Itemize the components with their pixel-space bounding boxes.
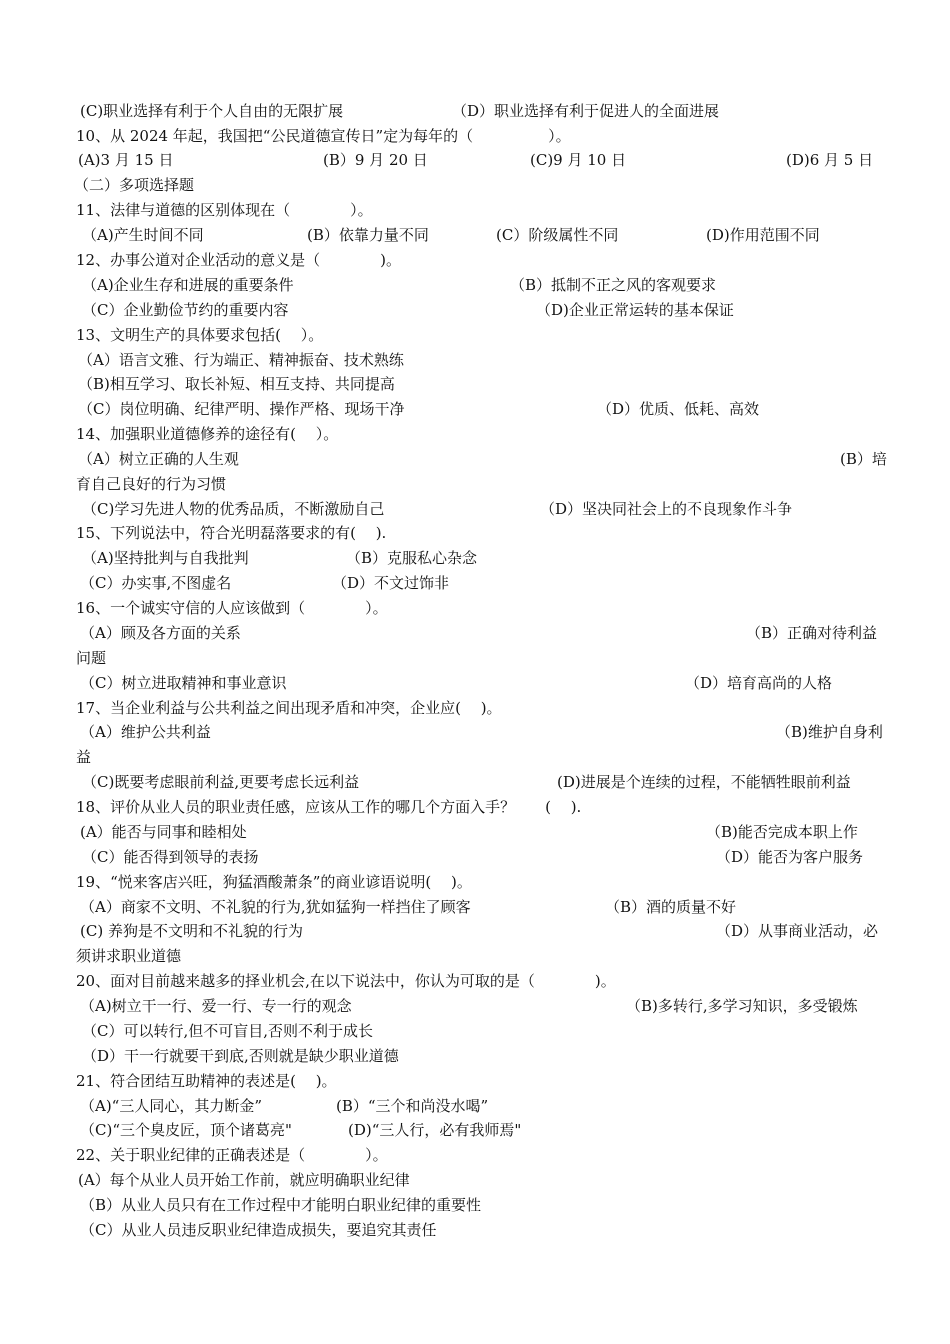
option-c: （C）岗位明确、纪律严明、操作严格、现场干净: [78, 400, 405, 418]
question-text: 19、“悦来客店兴旺，狗猛酒酸萧条”的商业谚语说明( )。: [76, 873, 472, 891]
question-line: [0, 124, 950, 149]
options-line: [0, 1019, 950, 1044]
text-line: [0, 99, 950, 124]
question-line: [0, 198, 950, 223]
options-line: [0, 820, 950, 845]
option-d: (D)作用范围不同: [706, 226, 820, 244]
option-c: （C）可以转行,但不可盲目,否则不利于成长: [82, 1022, 374, 1040]
question-text: 14、加强职业道德修养的途径有( ）。: [76, 425, 339, 443]
question-text: 17、当企业利益与公共利益之间出现矛盾和冲突，企业应( )。: [76, 699, 502, 717]
options-line: [0, 348, 950, 373]
options-line: [0, 720, 950, 745]
options-line: [0, 546, 950, 571]
option-b: （B）抵制不正之风的客观要求: [510, 276, 717, 294]
option-d: （D）不文过饰非: [332, 574, 450, 592]
option-d: （D）培育高尚的人格: [685, 674, 833, 692]
question-line: [0, 422, 950, 447]
options-line: [0, 770, 950, 795]
options-line: [0, 895, 950, 920]
option-b: (B）“三个和尚没水喝”: [336, 1097, 489, 1115]
options-line: [0, 1094, 950, 1119]
options-line: [0, 148, 950, 173]
option-c: (C)职业选择有利于个人自由的无限扩展: [80, 102, 344, 120]
options-line: [0, 497, 950, 522]
option-b-continued: 育自己良好的行为习惯: [76, 475, 227, 493]
option-d-continued: 须讲求职业道德: [76, 947, 182, 965]
option-c: （C）树立进取精神和事业意识: [80, 674, 287, 692]
option-d: （D）优质、低耗、高效: [597, 400, 760, 418]
question-text: 11、法律与道德的区别体现在（ ）。: [76, 201, 373, 219]
option-b-continued: 益: [76, 748, 92, 766]
option-a: (A）能否与同事和睦相处: [80, 823, 247, 841]
options-line: [0, 447, 950, 472]
question-text: 20、面对目前越来越多的择业机会,在以下说法中，你认为可取的是（ )。: [76, 972, 616, 990]
question-text: 15、下列说法中，符合光明磊落要求的有( ).: [76, 524, 387, 542]
option-d: （D）干一行就要干到底,否则就是缺少职业道德: [82, 1047, 399, 1065]
options-line: [0, 671, 950, 696]
options-line: [0, 1118, 950, 1143]
option-b: （B）从业人员只有在工作过程中才能明白职业纪律的重要性: [80, 1196, 482, 1214]
question-text: 10、从 2024 年起，我国把“公民道德宣传日”定为每年的（ ）。: [76, 127, 571, 145]
options-line: [0, 1044, 950, 1069]
option-d: （D）职业选择有利于促进人的全面进展: [452, 102, 720, 120]
option-a: （A)企业生存和进展的重要条件: [82, 276, 294, 294]
option-d: (D)6 月 5 日: [786, 151, 874, 169]
options-line: [0, 845, 950, 870]
question-text: 12、办事公道对企业活动的意义是（ )。: [76, 251, 401, 269]
option-a: （A)坚持批判与自我批判: [82, 549, 249, 567]
option-a: (A）每个从业人员开始工作前，就应明确职业纪律: [78, 1171, 410, 1189]
option-d: (D)“三人行，必有我师焉": [348, 1121, 522, 1139]
question-line: [0, 696, 950, 721]
options-line: [0, 1218, 950, 1243]
option-c: （C)“三个臭皮匠，顶个诸葛亮": [80, 1121, 292, 1139]
options-line: [0, 571, 950, 596]
option-c: （C）企业勤俭节约的重要内容: [82, 301, 289, 319]
option-b: （B)相互学习、取长补短、相互支持、共同提高: [78, 375, 395, 393]
question-text: 13、文明生产的具体要求包括( ）。: [76, 326, 324, 344]
option-b-continued: 问题: [76, 649, 107, 667]
option-a: （A）语言文雅、行为端正、精神振奋、技术熟练: [78, 351, 404, 369]
question-line: [0, 1069, 950, 1094]
option-b: （B）酒的质量不好: [605, 898, 737, 916]
options-line: [0, 397, 950, 422]
question-line: [0, 969, 950, 994]
section-heading: [0, 173, 950, 198]
option-b: （B)多转行,多学习知识，多受锻炼: [626, 997, 858, 1015]
section-title: （二）多项选择题: [74, 176, 195, 194]
option-b: （B)能否完成本职上作: [706, 823, 858, 841]
option-c: （C）办实事,不图虚名: [80, 574, 232, 592]
option-a: （A）顾及各方面的关系: [80, 624, 241, 642]
wrapped-line: [0, 745, 950, 770]
option-b: (B）9 月 20 日: [323, 151, 428, 169]
question-line: [0, 323, 950, 348]
options-line: [0, 919, 950, 944]
options-line: [0, 994, 950, 1019]
options-line: [0, 223, 950, 248]
question-text: 18、评价从业人员的职业责任感，应该从工作的哪几个方面入手？ ( ).: [76, 798, 582, 816]
question-text: 16、一个诚实守信的人应该做到（ ）。: [76, 599, 388, 617]
question-line: [0, 596, 950, 621]
options-line: [0, 621, 950, 646]
option-c: (C）阶级属性不同: [496, 226, 619, 244]
wrapped-line: [0, 944, 950, 969]
option-c: （C）能否得到领导的表扬: [82, 848, 259, 866]
option-a: (A)3 月 15 日: [78, 151, 174, 169]
option-a: （A)产生时间不同: [82, 226, 204, 244]
options-line: [0, 372, 950, 397]
question-text: 22、关于职业纪律的正确表述是（ ）。: [76, 1146, 388, 1164]
option-b: （B)维护自身利: [776, 723, 883, 741]
question-line: [0, 870, 950, 895]
option-d: （D）坚决同社会上的不良现象作斗争: [540, 500, 793, 518]
options-line: [0, 1193, 950, 1218]
options-line: [0, 298, 950, 323]
option-d: （D）能否为客户服务: [716, 848, 864, 866]
wrapped-line: [0, 472, 950, 497]
options-line: [0, 273, 950, 298]
option-a: （A）树立正确的人生观: [78, 450, 239, 468]
question-text: 21、符合团结互助精神的表述是( )。: [76, 1072, 337, 1090]
question-line: [0, 521, 950, 546]
option-d: (D)进展是个连续的过程，不能牺牲眼前利益: [557, 773, 851, 791]
option-c: （C)既要考虑眼前利益,更要考虑长远利益: [82, 773, 360, 791]
option-c: （C）从业人员违反职业纪律造成损失，要追究其责任: [80, 1221, 437, 1239]
question-line: [0, 248, 950, 273]
options-line: [0, 1168, 950, 1193]
option-b: （B）正确对待利益: [746, 624, 878, 642]
option-b: （B）克服私心杂念: [346, 549, 478, 567]
option-d: （D)企业正常运转的基本保证: [536, 301, 734, 319]
option-a: （A）维护公共利益: [80, 723, 211, 741]
option-c: (C)9 月 10 日: [530, 151, 627, 169]
question-line: [0, 1143, 950, 1168]
wrapped-line: [0, 646, 950, 671]
option-c: (C) 养狗是不文明和不礼貌的行为: [80, 922, 303, 940]
option-d: （D）从事商业活动，必: [716, 922, 879, 940]
option-b: (B）依靠力量不同: [307, 226, 429, 244]
option-a: （A)“三人同心，其力断金”: [80, 1097, 263, 1115]
option-a: （A）商家不文明、不礼貌的行为,犹如猛狗一样挡住了顾客: [80, 898, 471, 916]
option-b: (B）培: [840, 450, 887, 468]
question-line: [0, 795, 950, 820]
option-c: （C)学习先进人物的优秀品质，不断激励自己: [82, 500, 385, 518]
option-a: （A)树立干一行、爱一行、专一行的观念: [80, 997, 352, 1015]
